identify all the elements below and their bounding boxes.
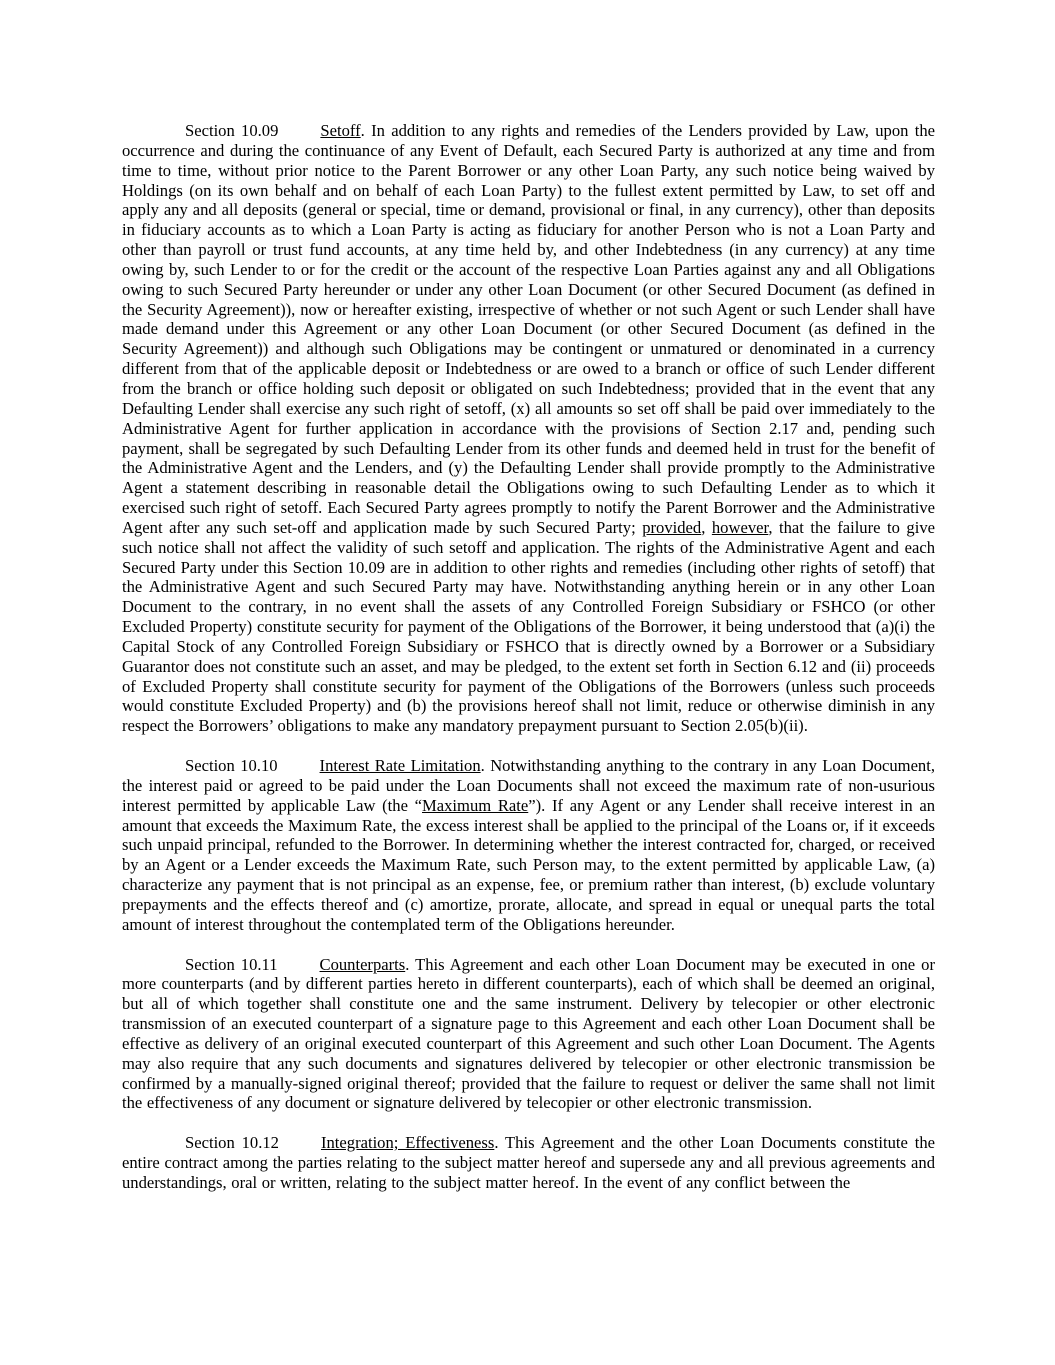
underlined-text: Counterparts [319,954,406,974]
text-run: , [701,517,712,537]
text-run: . This Agreement and each other Loan Document may be executed in one or more counterparts (and by different parties hereto in different counterparts), each of which shall be deemed an original, but all of which together shall constitute one and the same instrument. Delivery by telecopier or other electronic transmission of an executed counterpart of a signature page to this Agreement and each other Loan Document shall be effective as delivery of an original executed counterpart of this Agreement and such other Loan Document. The Agents may also require that any such documents and signatures delivered by telecopier or other electronic transmission be confirmed by a manually-signed original thereof; provided that the failure to request or deliver the same shall not limit the effectiveness of any document or signature delivered by telecopier or other electronic transmission. [122,954,935,1113]
text-run: Section 10.09 [185,121,279,140]
text-run: Section 10.11 [185,954,278,974]
underlined-text: Interest Rate Limitation [319,756,481,776]
text-run: . This Agreement and the other Loan Documents constitute the entire contract among the parties relating to the subject matter hereof and supersede any and all previous agreements and understandings, oral or written, relating to the subject matter hereof. In the event of any conflict between the [122,1133,935,1192]
document-body [122,121,935,1193]
paragraph-section-10-11 [122,955,935,1114]
underlined-text: provided [642,517,702,537]
underlined-text: Integration; Effectiveness [320,1133,495,1153]
underlined-text: however [711,517,769,537]
text-run: ”). If any Agent or any Lender shall receive interest in an amount that exceeds the Maximum Rate, the excess interest shall be applied to the principal of the Loans or, if it exceeds such unpaid principal, refunded to the Borrower. In determining whether the interest contracted for, charged, or received by an Agent or a Lender exceeds the Maximum Rate, such Person may, to the extent permitted by applicable Law, (a) characterize any payment that is not principal as an expense, fee, or premium rather than interest, (b) exclude voluntary prepayments and the effects thereof and (c) amortize, prorate, allocate, and spread in equal or unequal parts the total amount of interest throughout the contemplated term of the Obligations hereunder. [122,795,935,934]
text-run: Section 10.10 [185,756,278,776]
underlined-text: Setoff [320,121,361,140]
text-run: . Notwithstanding anything to the contrary in any Loan Document, the interest paid or agreed to be paid under the Loan Documents shall not exceed the maximum rate of non-usurious interest permitted by applicable Law (the “ [122,756,935,815]
text-run: Section 10.12 [185,1133,279,1153]
underlined-text: Maximum Rate [422,795,529,815]
paragraph-section-10-10 [122,756,935,935]
text-run: . In addition to any rights and remedies of the Lenders provided by Law, upon the occurrence and during the continuance of any Event of Default, each Secured Party is authorized at any time and from time to time, without prior notice to the Parent Borrower or any other Loan Party, any such notice being waived by Holdings (on its own behalf and on behalf of each Loan Party) to the fullest extent permitted by Law, to set off and apply any and all deposits (general or special, time or demand, provisional or final, in any currency), other than deposits in fiduciary accounts as to which a Loan Party is acting as fiduciary for another Person who is not a Loan Party and other than payroll or trust fund accounts, at any time held by, and other Indebtedness (in any currency) at any time owing by, such Lender to or for the credit or the account of the respective Loan Parties against any and all Obligations owing to such Secured Party hereunder or under any other Loan Document (or other Secured Document (as defined in the Security Agreement)), now or hereafter existing, irrespective of whether or not such Agent or such Lender shall have made demand under this Agreement or any other Loan Document (or other Secured Document (as defined in the Security Agreement)) and although such Obligations may be contingent or unmatured or denominated in a currency different from that of the applicable deposit or Indebtedness or are owed to a branch or office of such Lender different from the branch or office holding such deposit or obligated on such Indebtedness; provided that in the event that any Defaulting Lender shall exercise any such right of setoff, (x) all amounts so set off shall be paid over immediately to the Administrative Agent for further application in accordance with the provisions of Section 2.17 and, pending such payment, shall be segregated by such Defaulting Lender from its other funds and deemed held in trust for the benefit of the Administrative Agent and the Lenders, and (y) the Defaulting Lender shall provide promptly to the Administrative Agent a statement describing in reasonable detail the Obligations owing to such Defaulting Lender as to which it exercised such right of setoff. Each Secured Party agrees promptly to notify the Parent Borrower and the Administrative Agent after any such set-off and application made by such Secured Party; [122,121,935,537]
paragraph-section-10-09 [122,121,935,736]
text-run: , that the failure to give such notice shall not affect the validity of such setoff and application. The rights of the Administrative Agent and each Secured Party under this Section 10.09 are in addition to other rights and remedies (including other rights of setoff) that the Administrative Agent and such Secured Party may have. Notwithstanding anything herein or in any other Loan Document to the contrary, in no event shall the assets of any Controlled Foreign Subsidiary or FSHCO (or other Excluded Property) constitute security for payment of the Obligations of the Borrower, it being understood that (a)(i) the Capital Stock of any Controlled Foreign Subsidiary or FSHCO that is directly owned by a Borrower or a Subsidiary Guarantor does not constitute such an asset, and may be pledged, to the extent set forth in Section 6.12 and (ii) proceeds of Excluded Property shall constitute security for payment of the Obligations of the Borrowers (unless such proceeds would constitute Excluded Property) and (b) the provisions hereof shall not limit, reduce or otherwise diminish in any respect the Borrowers’ obligations to make any mandatory prepayment pursuant to Section 2.05(b)(ii). [122,517,935,736]
paragraph-section-10-12 [122,1133,935,1193]
